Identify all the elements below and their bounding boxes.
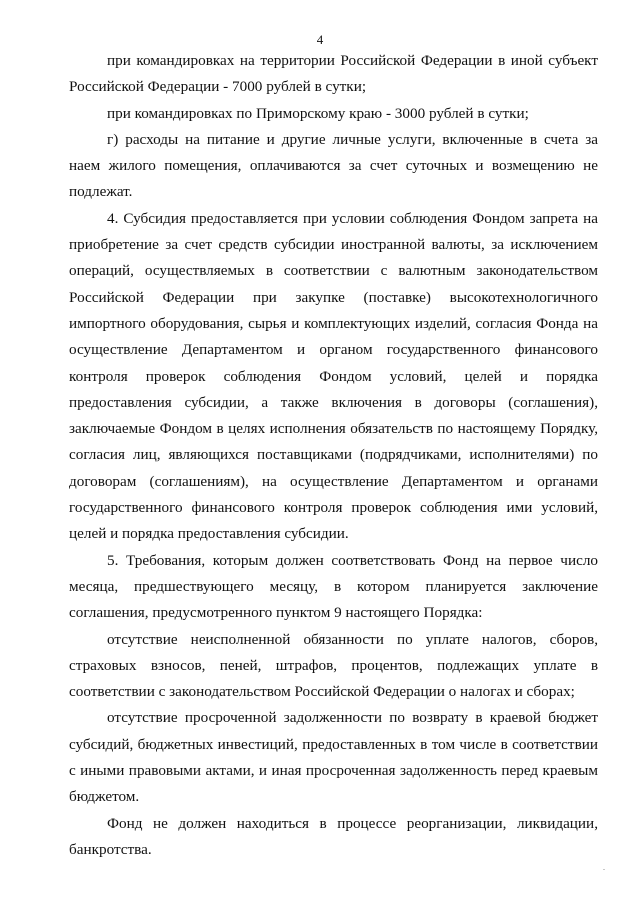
paragraph-subsidy-conditions: 4. Субсидия предоставляется при условии соблюдения Фондом запрета на приобретение за счет средств субсидии иностранной валюты, за исключением операций, осуществляемых в соответствии с валютным законодательством Российской Федерации при закупке (поставке) высокотехнологичного импортного оборудования, сырья и комплектующих изделий, согласия Фонда на осуществление Департаментом и органом государственного финансового контроля проверок соблюдения Фондом условий, целей и порядка предоставления субсидии, а также включения в договоры (соглашения), заключаемые Фондом в целях исполнения обязательств по настоящему Порядку, согласия лиц, являющихся поставщиками (подрядчиками, исполнителями) по договорам (соглашениям), на осуществление Департаментом и органами государственного финансового контроля проверок соблюдения ими условий, целей и порядка предоставления субсидии. bbox=[69, 209, 598, 543]
paragraph-fund-requirements: 5. Требования, которым должен соответствовать Фонд на первое число месяца, предшествующего месяцу, в котором планируется заключение соглашения, предусмотренного пунктом 9 настоящего Порядка: bbox=[69, 551, 598, 622]
document-body bbox=[69, 48, 598, 863]
paragraph-no-tax-debt: отсутствие неисполненной обязанности по уплате налогов, сборов, страховых взносов, пеней, штрафов, процентов, подлежащих уплате в соответствии с законодательством Российской Федерации о налогах и сборах; bbox=[69, 630, 598, 701]
page-number: 4 bbox=[316, 32, 324, 47]
paragraph-no-overdue-debt: отсутствие просроченной задолженности по возврату в краевой бюджет субсидий, бюджетных инвестиций, предоставленных в том числе в соответствии с иными правовыми актами, и иная просроченная задолженность перед краевым бюджетом. bbox=[69, 709, 598, 806]
paragraph-travel-other-region: при командировках на территории Российской Федерации в иной субъект Российской Федерации - 7000 рублей в сутки; bbox=[69, 52, 598, 96]
paragraph-no-reorganization: Фонд не должен находиться в процессе реорганизации, ликвидации, банкротства. bbox=[69, 814, 598, 858]
scan-artifact bbox=[603, 869, 605, 870]
paragraph-travel-primorsky: при командировках по Приморскому краю - 3000 рублей в сутки; bbox=[107, 104, 529, 122]
paragraph-meals-expenses: г) расходы на питание и другие личные услуги, включенные в счета за наем жилого помещения, оплачиваются за счет суточных и возмещению не подлежат. bbox=[69, 130, 598, 201]
